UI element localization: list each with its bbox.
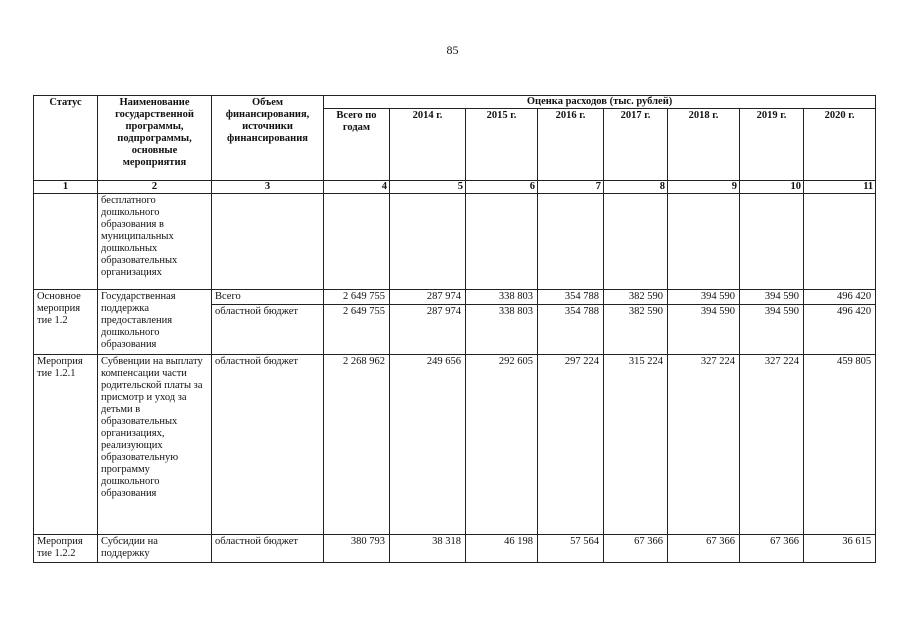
row-value-2017: 382 590 [604, 290, 668, 305]
column-number: 3 [212, 181, 324, 194]
row-total: 2 268 962 [324, 355, 390, 535]
row-value-2016: 354 788 [538, 290, 604, 305]
header-year-2017: 2017 г. [604, 109, 668, 181]
header-status: Статус [34, 96, 98, 181]
row-cell-empty [466, 194, 538, 290]
row-cell-empty [804, 194, 876, 290]
row-value-2019: 394 590 [740, 290, 804, 305]
row-value-2014: 287 974 [390, 290, 466, 305]
column-number: 4 [324, 181, 390, 194]
header-year-2015: 2015 г. [466, 109, 538, 181]
row-status: Основное мероприя тие 1.2 [34, 290, 98, 355]
row-cell-empty [740, 194, 804, 290]
budget-table-container [33, 95, 876, 563]
row-name: Субсидии на поддержку [98, 535, 212, 563]
row-value-2017: 67 366 [604, 535, 668, 563]
row-value-2017: 315 224 [604, 355, 668, 535]
header-name: Наименование государственной программы, подпрограммы, основные мероприятия [98, 96, 212, 181]
row-value-2015: 338 803 [466, 305, 538, 355]
row-source: областной бюджет [212, 305, 324, 355]
row-value-2019: 67 366 [740, 535, 804, 563]
row-value-2016: 297 224 [538, 355, 604, 535]
row-value-2014: 287 974 [390, 305, 466, 355]
row-status: Мероприя тие 1.2.2 [34, 535, 98, 563]
page-number: 85 [446, 43, 459, 57]
row-value-2020: 36 615 [804, 535, 876, 563]
row-value-2016: 57 564 [538, 535, 604, 563]
header-funding: Объем финансирования, источники финансирования [212, 96, 324, 181]
row-value-2015: 338 803 [466, 290, 538, 305]
column-number: 10 [740, 181, 804, 194]
row-source-empty [212, 194, 324, 290]
row-source: областной бюджет [212, 535, 324, 563]
header-year-2020: 2020 г. [804, 109, 876, 181]
row-value-2018: 394 590 [668, 305, 740, 355]
header-year-2018: 2018 г. [668, 109, 740, 181]
row-total: 2 649 755 [324, 305, 390, 355]
row-value-2018: 327 224 [668, 355, 740, 535]
row-name: бесплатного дошкольного образования в муниципальных дошкольных образовательных организациях [98, 194, 212, 290]
header-total: Всего по годам [324, 109, 390, 181]
row-value-2018: 67 366 [668, 535, 740, 563]
row-value-2020: 496 420 [804, 290, 876, 305]
row-cell-empty [668, 194, 740, 290]
header-estimate: Оценка расходов (тыс. рублей) [324, 96, 876, 109]
column-number: 11 [804, 181, 876, 194]
table-row-activity-1-2-2 [34, 535, 876, 563]
header-year-2016: 2016 г. [538, 109, 604, 181]
row-name: Субвенции на выплату компенсации части родительской платы за присмотр и уход за детьми в образовательных организациях, реализующих образовательную программу дошкольного образования [98, 355, 212, 535]
column-number: 5 [390, 181, 466, 194]
column-number-row [34, 181, 876, 194]
row-value-2015: 292 605 [466, 355, 538, 535]
table-row-activity-1-2-1 [34, 355, 876, 535]
row-value-2019: 394 590 [740, 305, 804, 355]
row-value-2019: 327 224 [740, 355, 804, 535]
row-cell-empty [324, 194, 390, 290]
row-name: Государственная поддержка предоставления дошкольного образования [98, 290, 212, 355]
row-cell-empty [390, 194, 466, 290]
row-total: 2 649 755 [324, 290, 390, 305]
column-number: 7 [538, 181, 604, 194]
row-cell-empty [538, 194, 604, 290]
row-value-2014: 38 318 [390, 535, 466, 563]
table-row-continuation [34, 194, 876, 290]
row-value-2015: 46 198 [466, 535, 538, 563]
table-row-activity-1-2-total [34, 290, 876, 305]
column-number: 1 [34, 181, 98, 194]
budget-table [33, 95, 876, 563]
row-status: Мероприя тие 1.2.1 [34, 355, 98, 535]
row-value-2020: 459 805 [804, 355, 876, 535]
column-number: 9 [668, 181, 740, 194]
row-value-2017: 382 590 [604, 305, 668, 355]
row-value-2018: 394 590 [668, 290, 740, 305]
row-status [34, 194, 98, 290]
column-number: 2 [98, 181, 212, 194]
row-value-2020: 496 420 [804, 305, 876, 355]
header-year-2014: 2014 г. [390, 109, 466, 181]
row-source: Всего [212, 290, 324, 305]
row-total: 380 793 [324, 535, 390, 563]
header-row-1 [34, 96, 876, 109]
header-year-2019: 2019 г. [740, 109, 804, 181]
row-value-2016: 354 788 [538, 305, 604, 355]
column-number: 6 [466, 181, 538, 194]
column-number: 8 [604, 181, 668, 194]
row-value-2014: 249 656 [390, 355, 466, 535]
row-cell-empty [604, 194, 668, 290]
row-source: областной бюджет [212, 355, 324, 535]
